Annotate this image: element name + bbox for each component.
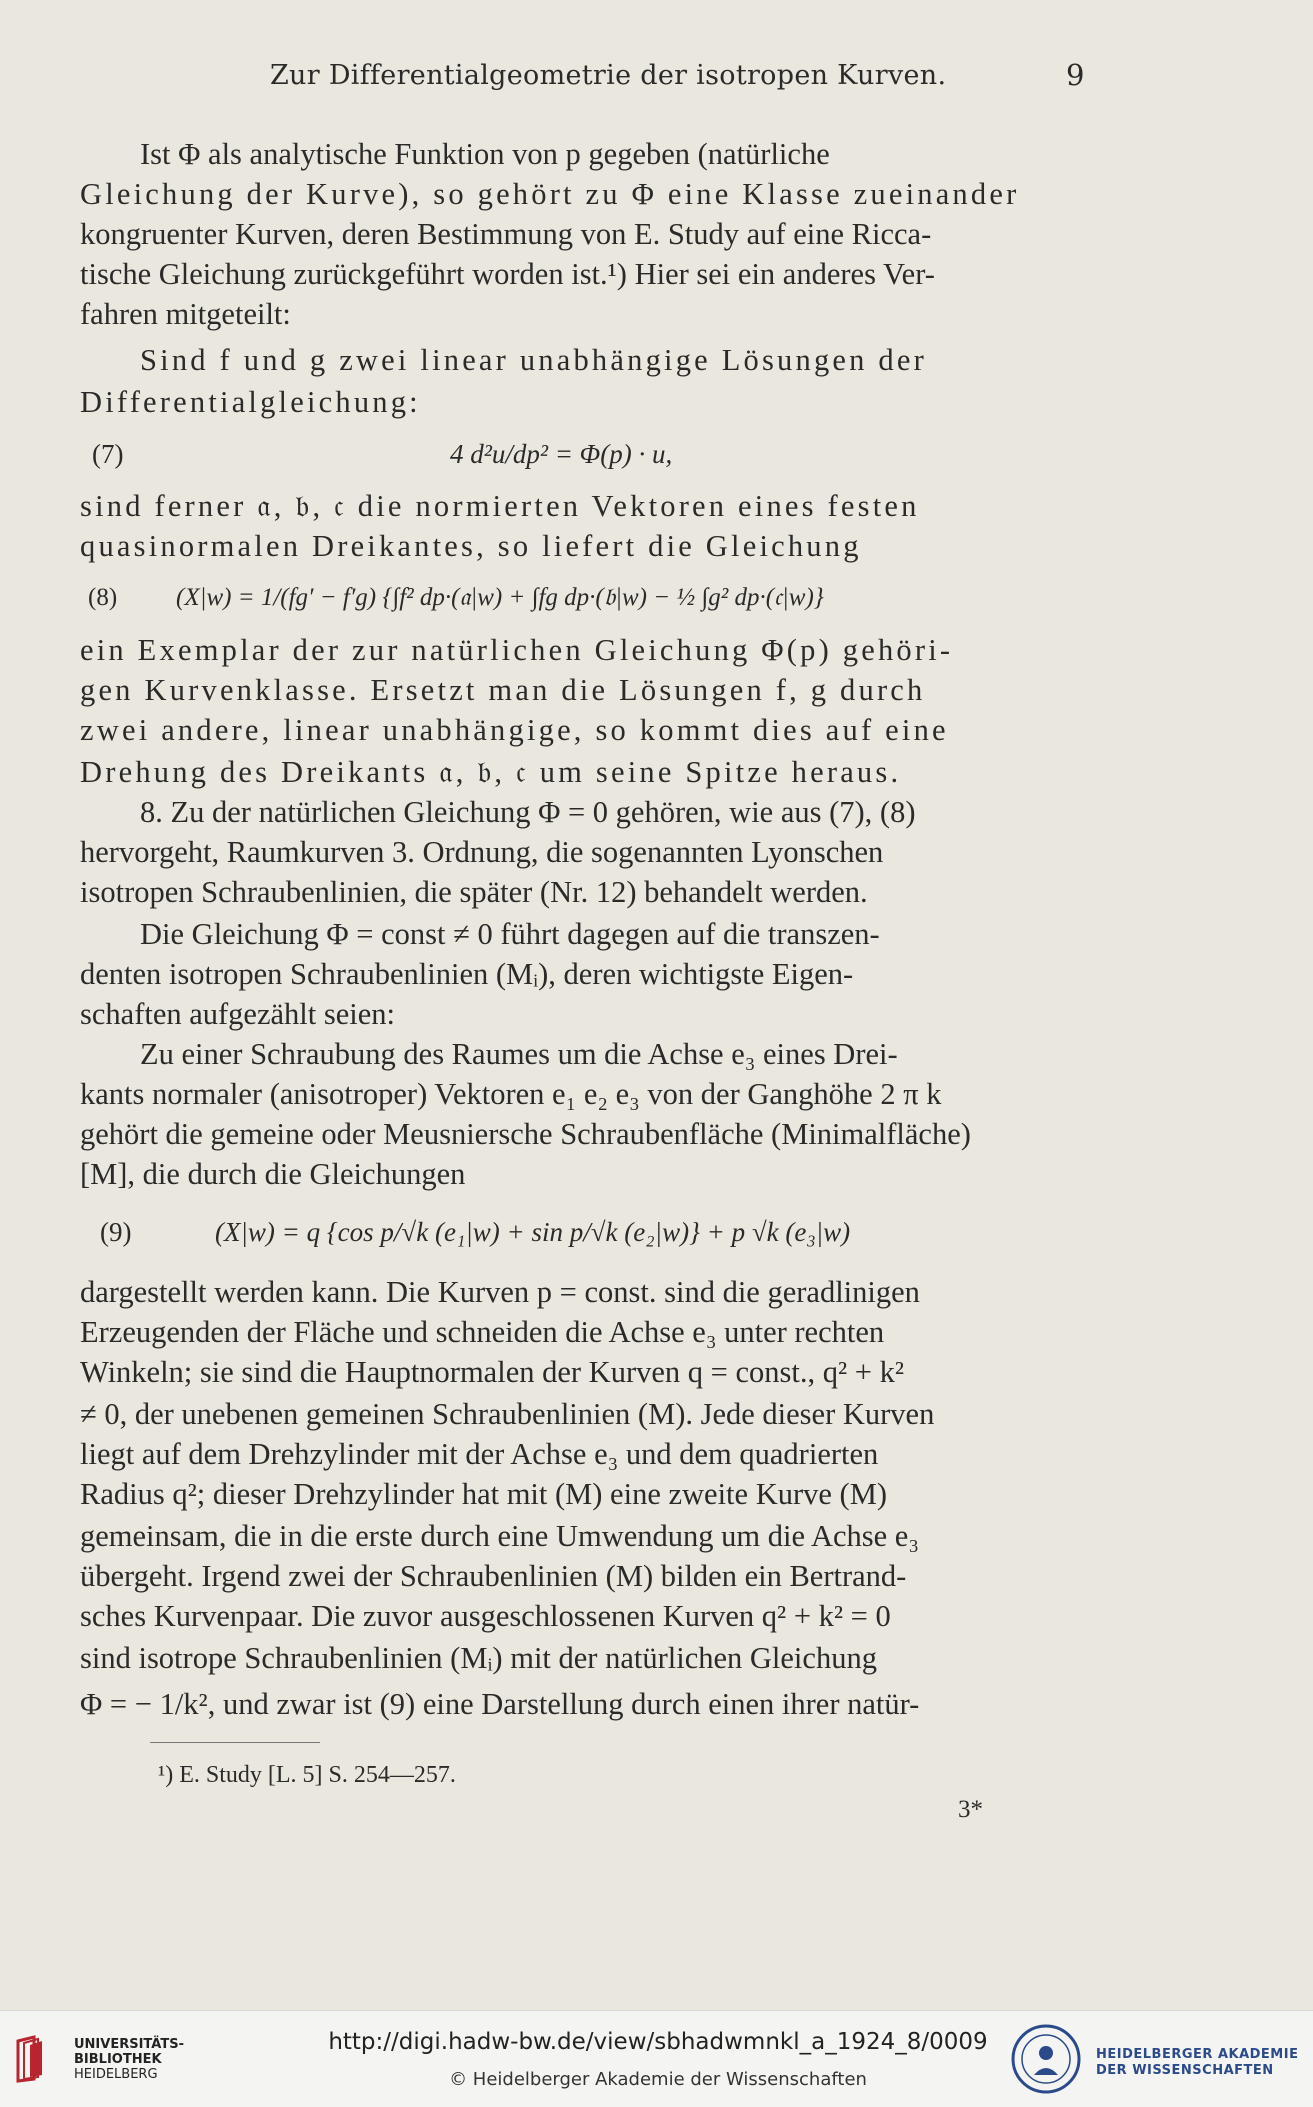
logo-line: UNIVERSITÄTS- [74,2037,184,2052]
academy-seal-logo[interactable] [1010,2023,1082,2095]
text-line: 8. Zu der natürlichen Gleichung Φ = 0 gehören, wie aus (7), (8) [140,795,916,829]
text-line: Erzeugenden der Fläche und schneiden die Achse e₃ unter rechten [80,1315,885,1349]
page-number: 9 [1066,58,1085,92]
text-line: hervorgeht, Raumkurven 3. Ordnung, die sogenannten Lyonschen [80,835,884,869]
text-line: Die Gleichung Φ = const ≠ 0 führt dagegen auf die transzen- [140,917,880,951]
text-line: liegt auf dem Drehzylinder mit der Achse e₃ und dem quadrierten [80,1437,879,1471]
text-line: sind ferner 𝔞, 𝔟, 𝔠 die normierten Vektoren eines festen [80,489,920,523]
text-line: quasinormalen Dreikantes, so liefert die Gleichung [80,529,862,563]
text-line: ein Exemplar der zur natürlichen Gleichung Φ(p) gehöri- [80,633,954,667]
running-title: Zur Differentialgeometrie der isotropen Kurven. [270,60,947,91]
text-line: ≠ 0, der unebenen gemeinen Schraubenlinien (M). Jede dieser Kurven [80,1397,935,1431]
equation-number: (7) [92,439,124,469]
text-line: sches Kurvenpaar. Die zuvor ausgeschlossenen Kurven q² + k² = 0 [80,1599,891,1633]
university-library-logo[interactable] [12,2033,64,2085]
text-line: gen Kurvenklasse. Ersetzt man die Lösungen f, g durch [80,673,926,707]
text-line: Φ = − 1/k², und zwar ist (9) eine Darstellung durch einen ihrer natür- [80,1687,920,1721]
text-line: kants normaler (anisotroper) Vektoren e₁ e₂ e₃ von der Ganghöhe 2 π k [80,1077,942,1111]
university-library-name [74,2037,184,2082]
footnote-rule [150,1742,320,1743]
text-line: dargestellt werden kann. Die Kurven p = const. sind die geradlinigen [80,1275,920,1309]
text-line: Winkeln; sie sind die Hauptnormalen der Kurven q = const., q² + k² [80,1355,904,1389]
text-line: schaften aufgezählt seien: [80,997,396,1031]
equation-formula: (X|w) = q {cos p/√k (e₁|w) + sin p/√k (e₂|w)} + p √k (e₃|w) [215,1217,851,1247]
text-line: Zu einer Schraubung des Raumes um die Achse e₃ eines Drei- [140,1037,898,1071]
text-line: gehört die gemeine oder Meusniersche Schraubenfläche (Minimalfläche) [80,1117,971,1151]
text-line: fahren mitgeteilt: [80,297,291,331]
text-line: gemeinsam, die in die erste durch eine Umwendung um die Achse e₃ [80,1519,919,1553]
text-line: isotropen Schraubenlinien, die später (Nr. 12) behandelt werden. [80,875,868,909]
text-line: Differentialgleichung: [80,385,421,419]
equation-number: (9) [100,1217,132,1247]
text-line: Radius q²; dieser Drehzylinder hat mit (M) eine zweite Kurve (M) [80,1477,887,1511]
text-line: zwei andere, linear unabhängige, so kommt dies auf eine [80,713,949,747]
text-line: übergeht. Irgend zwei der Schraubenlinien (M) bilden ein Bertrand- [80,1559,907,1593]
signature-mark: 3* [958,1796,983,1823]
equation-formula: (X|w) = 1/(fg′ − f′g) {∫f² dp·(𝔞|w) + ∫fg dp·(𝔟|w) − ½ ∫g² dp·(𝔠|w)} [176,584,824,611]
academy-name [1096,2047,1298,2079]
text-line: denten isotropen Schraubenlinien (Mᵢ), deren wichtigste Eigen- [80,957,854,991]
permalink-url[interactable]: http://digi.hadw-bw.de/view/sbhadwmnkl_a_1924_8/0009 [328,2029,988,2055]
viewer-footer-bar [0,2010,1313,2107]
text-line: Gleichung der Kurve), so gehört zu Φ eine Klasse zueinander [80,177,1020,211]
text-line: Ist Φ als analytische Funktion von p gegeben (natürliche [140,137,830,171]
equation-number: (8) [88,584,118,611]
text-line: Sind f und g zwei linear unabhängige Lösungen der [140,343,927,377]
text-line: Drehung des Dreikants 𝔞, 𝔟, 𝔠 um seine Spitze heraus. [80,755,902,789]
text-line: kongruenter Kurven, deren Bestimmung von E. Study auf eine Ricca- [80,217,932,251]
logo-line: BIBLIOTHEK [74,2052,162,2067]
text-line: [M], die durch die Gleichungen [80,1157,466,1191]
logo-line: HEIDELBERG [74,2067,158,2082]
footnote: ¹) E. Study [L. 5] S. 254—257. [158,1762,456,1788]
equation-formula: 4 d²u/dp² = Φ(p) · u, [450,439,673,469]
logo-line: DER WISSENSCHAFTEN [1096,2063,1274,2078]
text-line: sind isotrope Schraubenlinien (Mᵢ) mit der natürlichen Gleichung [80,1641,877,1675]
text-line: tische Gleichung zurückgeführt worden ist.¹) Hier sei ein anderes Ver- [80,257,935,291]
logo-line: HEIDELBERGER AKADEMIE [1096,2047,1299,2062]
copyright-notice: © Heidelberger Akademie der Wissenschaften [449,2069,867,2090]
